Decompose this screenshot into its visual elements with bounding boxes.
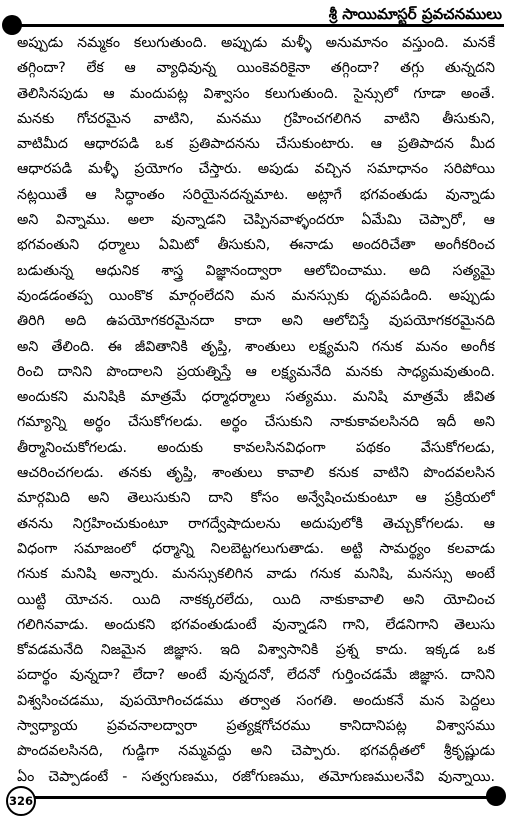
text-line: పదార్థం వున్నదా? లేదా? అంటే వున్నదనో, లేదనో గుర్తించడమే జిజ్ఞాస. దానిని (17, 667, 495, 684)
text-line: బడుతున్న ఆధునిక శాస్త్ర విజ్ఞానంద్వారా ఆలోచించాము. అది సత్యమై (17, 262, 495, 279)
text-line: గనుక మనిషి అన్నారు. మనస్సుకలిగిన వాడు గనుక మనిషి, మనస్సు అంటే (17, 566, 495, 583)
text-line: అందుకని మనిషికి మాత్రమే ధర్మాధర్మాలు సత్యము. మనిషి మాత్రమే జీవిత (17, 389, 495, 406)
text-line: నట్లయితే ఆ సిద్ధాంతం సరియైనదన్నమాట. అట్లాగే భగవంతుడు వున్నాడు (17, 186, 495, 203)
text-line: అని తేలింది. ఈ జీవితానికి తృప్తి, శాంతులు లక్ష్యమని గనుక మనం అంగీక (17, 338, 495, 355)
text-line: రించి దానిని పొందాలని ప్రయత్నిస్తే ఆ లక్ష్యమనేది మనకు సాధ్యమవుతుంది. (17, 363, 495, 380)
text-line: యిట్టి యోచన. యిది నాకక్కరలేదు, యిది నాకుకావాలి అని యోచించ (17, 591, 495, 608)
footer-rule (20, 796, 498, 799)
text-line: మనకు గోచరమైన వాటిని, మనము గ్రహించగలిగిన వాటిని తీసుకుని, (17, 110, 495, 127)
running-header-title: శ్రీ సాయిమాస్టర్ ప్రవచనములు (323, 4, 502, 24)
text-line: మార్గమిది అని తెలుసుకుని దాని కోసం అన్వేషించుకుంటూ ఆ ప్రక్రియలో (17, 490, 495, 507)
text-line: భగవంతుని ధర్మాలు ఏమిటో తీసుకుని, ఈనాడు అందరిచేతా అంగీకరించ (17, 237, 495, 254)
text-line: పొందవలసినది, గుడ్డిగా నమ్మవద్దు అని చెప్పారు. భగవద్గీతలో శ్రీకృష్ణుడు (17, 743, 495, 760)
text-line: తిరిగి అది ఉపయోగకరమైనదా కాదా అని ఆలోచిస్తే వుపయోగకరమైనది (17, 313, 495, 330)
text-line: తీర్మానించుకోగలడు. అందుకు కావలసినవిధంగా పథకం వేసుకోగలడు, (17, 439, 495, 456)
text-line: ఆచరించగలడు. తనకు తృప్తి, శాంతులు కావాలి కనుక వాటిని పొందవలసిన (17, 465, 495, 482)
text-line: ఏం చెప్పాడంటే - సత్వగుణము, రజోగుణము, తమోగుణములనేవి వున్నాయి. (17, 768, 495, 785)
text-line: గలిగినవాడు. అందుకని భగవంతుడుంటే వున్నాడని గాని, లేడనిగాని తెలుసు (17, 616, 495, 633)
page-body-text (17, 31, 495, 790)
page-number: 326 (6, 786, 36, 816)
text-line: అప్పుడు నమ్మకం కలుగుతుంది. అప్పుడు మళ్ళీ అనుమానం వస్తుంది. మనకే (17, 35, 495, 51)
text-line: స్వాధ్యాయ ప్రవచనాలద్వారా ప్రత్యక్షగోచరము కానిదానిపట్ల విశ్వాసము (17, 718, 495, 735)
text-line: తగ్గిందా? లేక ఆ వ్యాధివున్న యింకెవరికైనా తగ్గిందా? తగ్గు తున్నదని (17, 60, 495, 77)
text-line: ఆధారపడి మళ్ళీ ప్రయోగం చేస్తారు. అపుడు వచ్చిన సమాధానం సరిపోయి (17, 161, 495, 178)
text-line: అని విన్నాము. అలా వున్నాడని చెప్పినవాళ్ళందరూ ఏమేమి చెప్పారో, ఆ (17, 212, 495, 229)
text-line: విశ్వసించడము, వుపయోగించడము తర్వాత సంగతి. అందుకనే మన పెద్దలు (17, 692, 495, 709)
text-line: తెలిసినపుడు ఆ మందుపట్ల విశ్వాసం కలుగుతుంది. సైన్సులో గూడా అంతే. (17, 85, 495, 102)
text-line: విధంగా సమాజంలో ధర్మాన్ని నిలబెట్టగలుగుతాడు. అట్టి సామర్థ్యం కలవాడు (17, 540, 495, 557)
text-line: వుండడంతప్ప యింకొక మార్గంలేదని మన మనస్సుకు ధృవపడింది. అప్పుడు (17, 287, 495, 304)
text-line: తనను నిగ్రహించుకుంటూ రాగద్వేషాదులను అదుపులోకి తెచ్చుకోగలడు. ఆ (17, 515, 495, 532)
header-rule (8, 24, 504, 27)
text-line: వాటిమీద ఆధారపడి ఒక ప్రతిపాదనను చేసుకుంటారు. ఆ ప్రతిపాదన మీద (17, 136, 495, 153)
text-line: కోవడమనేది నిజమైన జిజ్ఞాస. ఇది విశ్వాసానికి ప్రశ్న కాదు. ఇక్కడ ఒక (17, 642, 495, 659)
text-line: గమ్యాన్ని అర్థం చేసుకోగలడు. అర్థం చేసుకుని నాకుకావలసినది ఇదీ అని (17, 414, 495, 431)
footer-ornament-dot (486, 786, 506, 806)
